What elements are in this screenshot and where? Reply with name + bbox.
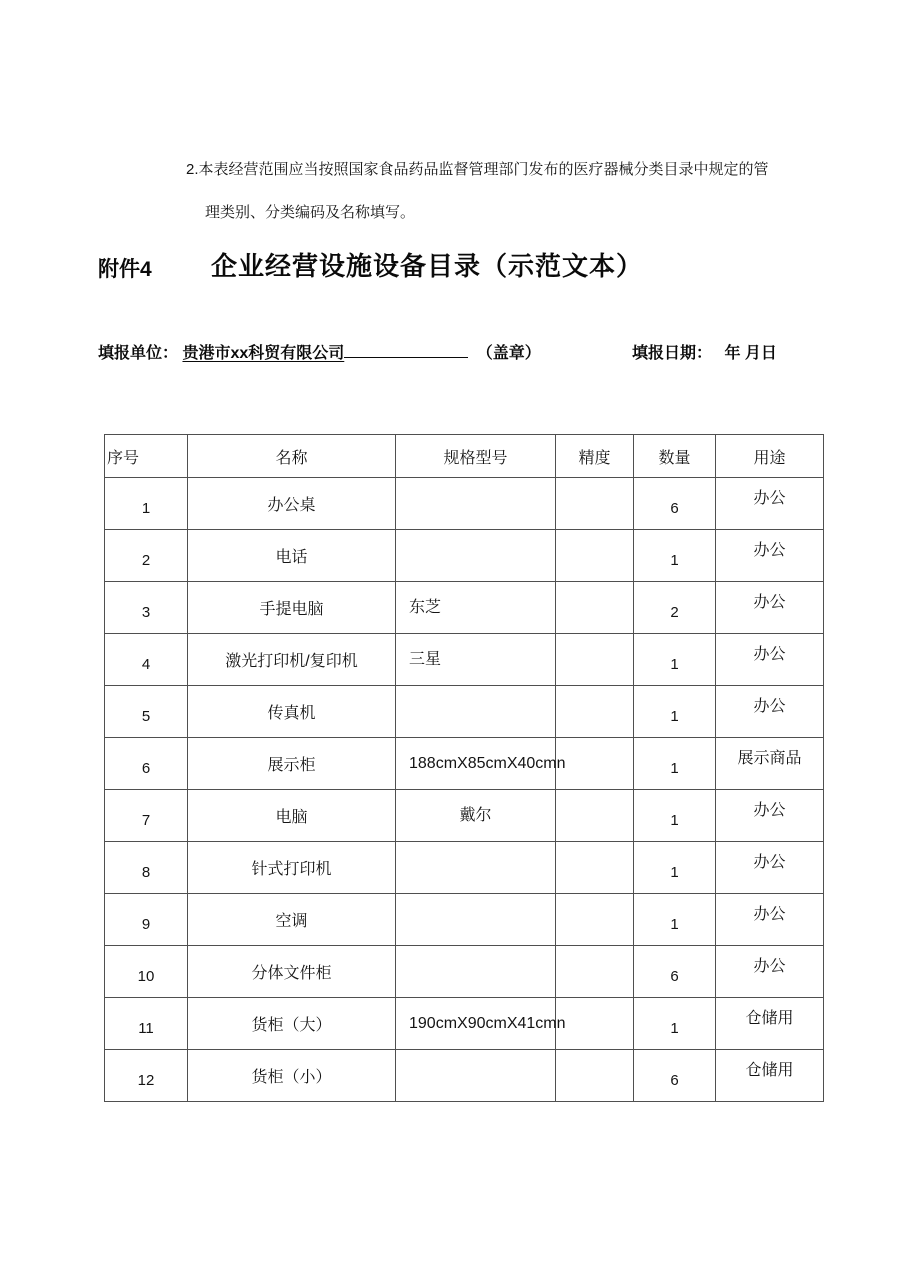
header-precision: 精度 (556, 435, 634, 478)
cell-serial: 5 (105, 686, 188, 738)
equipment-table-header (105, 435, 824, 478)
table-row (105, 738, 824, 790)
header-quantity: 数量 (634, 435, 716, 478)
attachment-number: 附件4 (98, 258, 152, 281)
cell-quantity: 6 (634, 1050, 716, 1102)
note-line-1: 2.本表经营范围应当按照国家食品药品监督管理部门发布的医疗器械分类目录中规定的管 (186, 161, 769, 178)
cell-use: 仓储用 (716, 998, 824, 1050)
equipment-table (104, 434, 824, 1102)
report-date-group (632, 340, 777, 363)
cell-name: 激光打印机/复印机 (188, 634, 396, 686)
cell-serial: 7 (105, 790, 188, 842)
cell-spec (396, 790, 556, 842)
cell-use: 办公 (716, 790, 824, 842)
cell-use: 办公 (716, 842, 824, 894)
table-row (105, 686, 824, 738)
cell-use: 办公 (716, 478, 824, 530)
report-date-value: 年 月日 (724, 345, 777, 362)
table-row (105, 634, 824, 686)
table-row (105, 1050, 824, 1102)
form-line (0, 340, 920, 366)
page-title: 企业经营设施设备目录（示范文本） (211, 251, 644, 281)
cell-precision (556, 738, 634, 790)
cell-name: 手提电脑 (188, 582, 396, 634)
cell-serial: 8 (105, 842, 188, 894)
cell-serial: 6 (105, 738, 188, 790)
spec-text: 东芝 (409, 598, 442, 616)
cell-spec (396, 686, 556, 738)
cell-precision (556, 842, 634, 894)
table-row (105, 530, 824, 582)
spec-text: 188cmX85cmX40cmn (409, 754, 566, 772)
spec-text: 三星 (409, 650, 442, 668)
cell-name: 针式打印机 (188, 842, 396, 894)
cell-name: 货柜（小） (188, 1050, 396, 1102)
cell-serial: 11 (105, 998, 188, 1050)
report-date-label: 填报日期： (632, 345, 713, 362)
reporting-unit-group (98, 340, 541, 363)
cell-name: 展示柜 (188, 738, 396, 790)
cell-quantity: 1 (634, 842, 716, 894)
cell-name: 电脑 (188, 790, 396, 842)
header-spec: 规格型号 (396, 435, 556, 478)
cell-quantity: 6 (634, 478, 716, 530)
cell-quantity: 1 (634, 530, 716, 582)
cell-serial: 12 (105, 1050, 188, 1102)
cell-spec (396, 634, 556, 686)
cell-name: 空调 (188, 894, 396, 946)
table-row (105, 946, 824, 998)
cell-use: 办公 (716, 634, 824, 686)
cell-precision (556, 998, 634, 1050)
cell-serial: 4 (105, 634, 188, 686)
spec-text: 190cmX90cmX41cmn (409, 1014, 566, 1032)
note-line-2: 理类别、分类编码及名称填写。 (205, 204, 416, 221)
spec-text: 戴尔 (459, 806, 492, 824)
cell-spec (396, 998, 566, 1050)
table-row (105, 582, 824, 634)
cell-precision (556, 686, 634, 738)
cell-name: 电话 (188, 530, 396, 582)
cell-quantity: 1 (634, 998, 716, 1050)
cell-precision (556, 894, 634, 946)
table-row (105, 790, 824, 842)
cell-precision (556, 582, 634, 634)
cell-quantity: 6 (634, 946, 716, 998)
cell-spec (396, 946, 556, 998)
blank-underline (344, 341, 468, 358)
table-row (105, 894, 824, 946)
cell-serial: 1 (105, 478, 188, 530)
header-serial: 序号 (105, 435, 188, 478)
cell-use: 办公 (716, 894, 824, 946)
cell-spec (396, 738, 566, 790)
cell-spec (396, 1050, 556, 1102)
cell-serial: 9 (105, 894, 188, 946)
cell-quantity: 1 (634, 894, 716, 946)
cell-use: 办公 (716, 686, 824, 738)
cell-name: 货柜（大） (188, 998, 396, 1050)
table-row (105, 998, 824, 1050)
header-name: 名称 (188, 435, 396, 478)
cell-quantity: 1 (634, 790, 716, 842)
cell-spec (396, 530, 556, 582)
cell-serial: 2 (105, 530, 188, 582)
cell-name: 传真机 (188, 686, 396, 738)
reporting-unit-label: 填报单位： (98, 345, 179, 362)
table-row (105, 478, 824, 530)
cell-quantity: 1 (634, 634, 716, 686)
cell-precision (556, 1050, 634, 1102)
cell-use: 展示商品 (716, 738, 824, 790)
header-row (105, 435, 824, 478)
cell-name: 分体文件柜 (188, 946, 396, 998)
cell-serial: 3 (105, 582, 188, 634)
table-row (105, 842, 824, 894)
seal-label: （盖章） (476, 345, 541, 362)
cell-name: 办公桌 (188, 478, 396, 530)
cell-precision (556, 790, 634, 842)
cell-precision (556, 530, 634, 582)
cell-precision (556, 946, 634, 998)
reporting-unit-value: 贵港市xx科贸有限公司 (182, 345, 345, 362)
cell-use: 办公 (716, 582, 824, 634)
cell-spec (396, 478, 556, 530)
equipment-table-body (105, 478, 824, 1102)
cell-serial: 10 (105, 946, 188, 998)
cell-quantity: 2 (634, 582, 716, 634)
cell-spec (396, 842, 556, 894)
cell-quantity: 1 (634, 686, 716, 738)
cell-precision (556, 634, 634, 686)
cell-use: 仓储用 (716, 1050, 824, 1102)
cell-quantity: 1 (634, 738, 716, 790)
cell-use: 办公 (716, 530, 824, 582)
header-use: 用途 (716, 435, 824, 478)
cell-precision (556, 478, 634, 530)
cell-use: 办公 (716, 946, 824, 998)
cell-spec (396, 582, 556, 634)
cell-spec (396, 894, 556, 946)
